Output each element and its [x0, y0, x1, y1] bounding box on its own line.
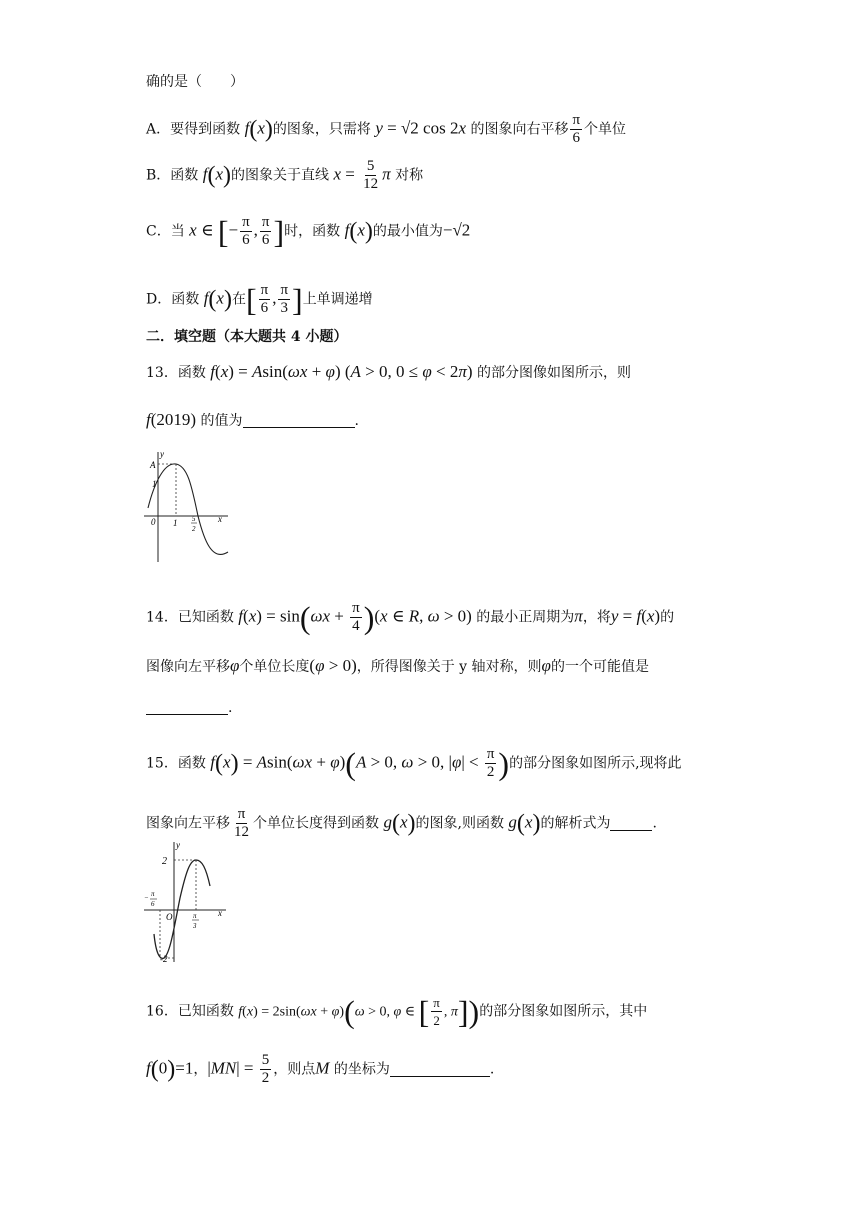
option-c-label: C．	[146, 223, 171, 240]
graph13-x5-num: 5	[192, 515, 196, 523]
graph15-x-label: x	[218, 908, 222, 918]
graph15-curve	[154, 860, 210, 958]
q14-text5: 图像向左平移	[146, 659, 230, 675]
graph13-a-label: A	[150, 460, 156, 470]
option-c-text1: 当	[170, 223, 185, 240]
q15-text2: 的部分图象如图所示,现将此	[509, 755, 682, 772]
q15-end: .	[652, 815, 657, 832]
q14-end: .	[228, 700, 233, 716]
option-a-label: A．	[146, 121, 171, 138]
option-c-text2: 时，函数	[284, 223, 341, 240]
q15-text1: 函数	[177, 755, 206, 772]
option-a-text2: 的图象，只需将	[272, 121, 371, 138]
graph13-x-label: x	[218, 514, 222, 524]
graph15-y-label: y	[176, 840, 180, 850]
q15-text6: 的解析式为	[540, 815, 611, 832]
graph-15	[140, 838, 236, 966]
q15-text5: 的图象,则函数	[415, 815, 504, 832]
question-13-number: 13．	[146, 365, 178, 381]
graph15-pos-den: 3	[193, 922, 197, 930]
section-title: 二．填空题（本大题共 4 小题）	[146, 329, 348, 345]
option-b-label: B．	[146, 167, 171, 184]
q13-text3: 的值为	[200, 413, 243, 429]
q14-text2: 的最小正周期为	[476, 609, 575, 626]
intro-line: 确的是（ ）	[146, 74, 244, 90]
graph15-origin: O	[166, 912, 173, 922]
q16-end: .	[489, 1061, 495, 1078]
graph-13	[140, 448, 236, 566]
graph15-neg-sign: −	[144, 894, 149, 902]
q16-text2: 的部分图象如图所示，其中	[479, 1003, 648, 1020]
q14-text3: ，将	[582, 609, 611, 626]
answer-blank-16[interactable]	[390, 1076, 490, 1077]
answer-blank-14[interactable]	[146, 714, 228, 715]
option-c: C．当 x ∈ [− $\frac{\pi}{6}$ , $\frac{\pi}{6}$ ]时，函数 f(x)的最小值为−√2	[146, 213, 471, 250]
q13-end: .	[354, 413, 359, 429]
graph13-curve	[148, 464, 228, 555]
q14-text6: 个单位长度	[239, 659, 310, 675]
q13-text1: 函数	[177, 365, 206, 381]
graph13-one-y: 1	[152, 479, 157, 489]
graph13-origin: 0	[151, 517, 156, 527]
option-d-text1: 函数	[171, 291, 200, 308]
question-16-line2: f(0)=1，|MN| = $\frac{5}{2}$ ，则点M 的坐标为 .	[146, 1052, 495, 1086]
graph15-top-label: 2	[162, 856, 167, 867]
question-13-line2: f(2019) 的值为 .	[146, 410, 359, 429]
option-a-text4: 个单位	[584, 121, 627, 138]
q16-text5: 的坐标为	[333, 1061, 390, 1078]
graph15-bottom-label: -2	[160, 954, 168, 964]
question-15-line1: 15．函数 f(x) = Asin(ωx + φ)(A > 0, ω > 0, |φ| < $\frac{\pi}{2}$ )的部分图象如图所示,现将此	[146, 745, 682, 782]
option-a: A．要得到函数 f(x)的图象，只需将 y = √2 cos 2x 的图象向右平移 $\frac{\pi}{6}$ 个单位	[146, 112, 627, 146]
option-d-label: D．	[146, 291, 172, 308]
q15-text4: 个单位长度得到函数	[253, 815, 379, 832]
q15-text3: 图象向左平移	[146, 815, 230, 832]
option-d: D．函数 f(x)在[ $\frac{\pi}{6}$ , $\frac{\pi}{3}$ ]上单调递增	[146, 281, 373, 318]
graph15-neg-den: 6	[151, 900, 155, 908]
question-14-number: 14．	[146, 609, 178, 626]
answer-blank-15[interactable]	[610, 830, 652, 831]
option-d-text2: 在	[231, 291, 246, 308]
q16-text4: ，则点	[273, 1061, 316, 1078]
graph13-x5-den: 2	[192, 525, 196, 533]
option-b: B．函数 f(x)的图象关于直线 x = $\frac{5}{12}$ π 对称	[146, 158, 424, 192]
question-14-line1: 14．已知函数 f(x) = sin(ωx + $\frac{\pi}{4}$ )(x ∈ R, ω > 0) 的最小正周期为π，将y = f(x)的	[146, 599, 675, 636]
q14-text1: 已知函数	[177, 609, 234, 626]
q13-text2: 的部分图像如图所示，则	[476, 365, 631, 381]
q16-text3: ，	[193, 1061, 208, 1078]
question-14-line3	[146, 698, 232, 718]
question-15-line2: 图象向左平移 $\frac{\pi}{12}$ 个单位长度得到函数 g(x)的图象,则函数 g(x)的解析式为 .	[146, 806, 657, 840]
option-d-text3: 上单调递增	[302, 291, 373, 308]
question-14-line2: 图像向左平移φ个单位长度(φ > 0)，所得图像关于 y 轴对称，则φ的一个可能值是	[146, 656, 649, 675]
option-a-text1: 要得到函数	[170, 121, 241, 138]
question-15-number: 15．	[146, 755, 178, 772]
answer-blank-13[interactable]	[243, 427, 355, 428]
graph15-neg-num: π	[151, 890, 155, 898]
option-b-text2: 的图象关于直线	[231, 167, 330, 184]
question-13-line1: 13．函数 f(x) = Asin(ωx + φ) (A > 0, 0 ≤ φ < 2π) 的部分图像如图所示，则	[146, 362, 631, 381]
question-16-line1: 16．已知函数 f(x) = 2sin(ωx + φ)(ω > 0, φ ∈ [ $\frac{\pi}{2}$ , π])的部分图象如图所示，其中	[146, 993, 648, 1030]
q16-text1: 已知函数	[177, 1003, 234, 1020]
q14-text7: ，所得图像关于 y 轴对称，则	[356, 659, 542, 675]
graph15-pos-num: π	[193, 912, 197, 920]
option-a-text3: 的图象向右平移	[470, 121, 569, 138]
graph13-y-label: y	[160, 449, 164, 459]
question-16-number: 16．	[146, 1003, 178, 1020]
q14-text4: 的	[660, 609, 675, 626]
option-c-text3: 的最小值为	[372, 223, 443, 240]
q14-text8: 的一个可能值是	[550, 659, 649, 675]
option-b-text3: 对称	[395, 167, 424, 184]
graph13-x1: 1	[173, 518, 178, 528]
option-b-text1: 函数	[170, 167, 199, 184]
